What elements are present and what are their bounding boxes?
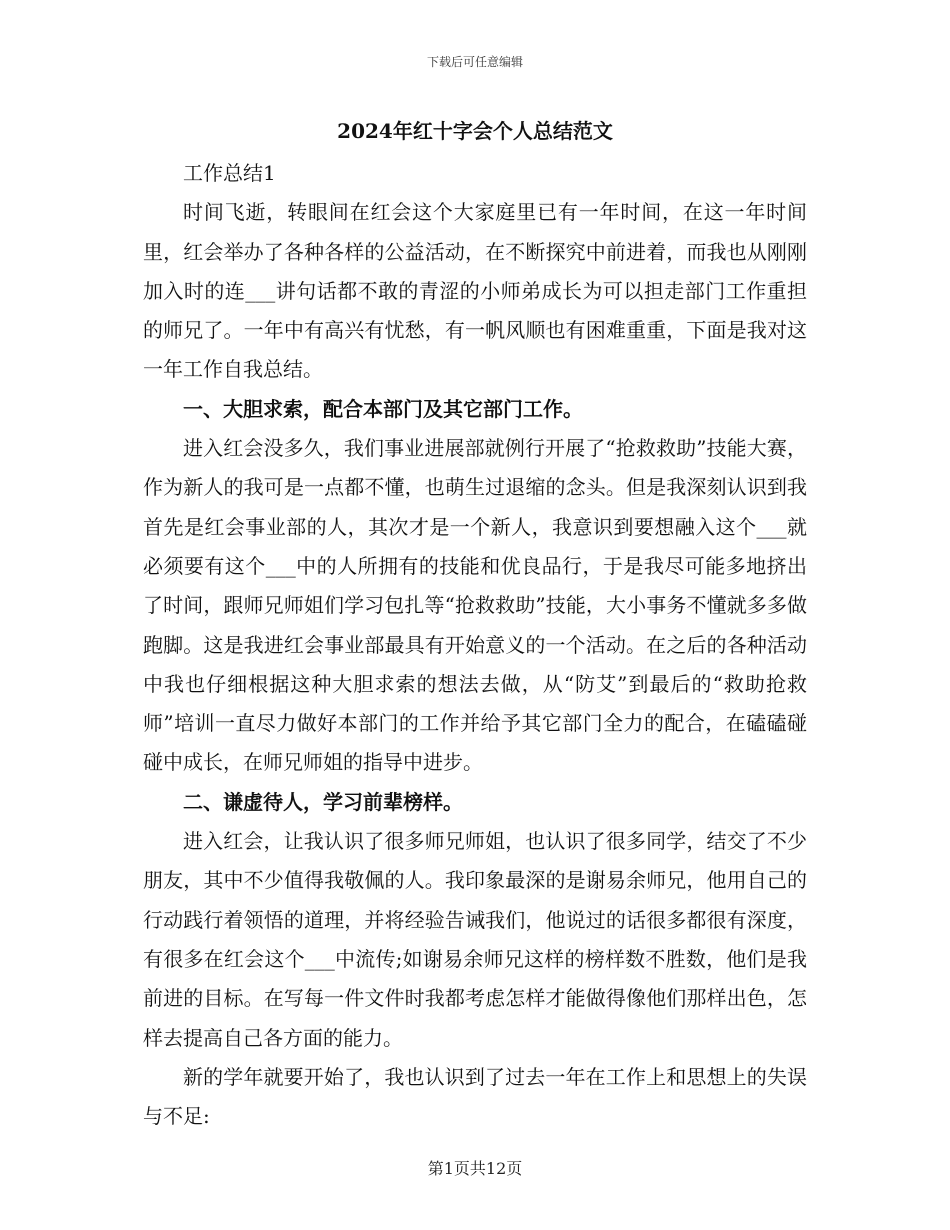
- paragraph: 时间飞逝，转眼间在红会这个大家庭里已有一年时间，在这一年时间里，红会举办了各种各样的公益活动，在不断探究中前进着，而我也从刚刚加入时的连___讲句话都不敢的青涩的小师弟成长为可以担走部门工作重担的师兄了。一年中有高兴有忧愁，有一帆风顺也有困难重重，下面是我对这一年工作自我总结。: [143, 200, 807, 382]
- paragraph: 新的学年就要开始了，我也认识到了过去一年在工作上和思想上的失误与不足:: [143, 1064, 807, 1129]
- document-title: 2024年红十字会个人总结范文: [337, 119, 613, 143]
- document-body: [143, 154, 807, 1136]
- section-heading: 一、大胆求索，配合本部门及其它部门工作。: [183, 396, 583, 421]
- page-footer: 第1页共12页: [427, 1159, 523, 1178]
- paragraph: 进入红会，让我认识了很多师兄师姐，也认识了很多同学，结交了不少朋友，其中不少值得我敬佩的人。我印象最深的是谢易余师兄，他用自己的行动践行着领悟的道理，并将经验告诫我们，他说过的话很多都很有深度，有很多在红会这个___中流传;如谢易余师兄这样的榜样数不胜数，他们是我前进的目标。在写每一件文件时我都考虑怎样才能做得像他们那样出色，怎样去提高自己各方面的能力。: [143, 829, 807, 1050]
- paragraph: 工作总结1: [183, 161, 276, 185]
- paragraph: 进入红会没多久，我们事业进展部就例行开展了“抢救救助”技能大赛，作为新人的我可是一点都不懂，也萌生过退缩的念头。但是我深刻认识到我首先是红会事业部的人，其次才是一个新人，我意识到要想融入这个___就必须要有这个___中的人所拥有的技能和优良品行，于是我尽可能多地挤出了时间，跟师兄师姐们学习包扎等“抢救救助”技能，大小事务不懂就多多做跑脚。这是我进红会事业部最具有开始意义的一个活动。在之后的各种活动中我也仔细根据这种大胆求索的想法去做，从“防艾”到最后的“救助抢救师”培训一直尽力做好本部门的工作并给予其它部门全力的配合，在磕磕碰碰中成长，在师兄师姐的指导中进步。: [143, 436, 807, 775]
- page-header: 下载后可任意编辑: [426, 55, 523, 69]
- section-heading: 二、谦虚待人，学习前辈榜样。: [183, 789, 463, 814]
